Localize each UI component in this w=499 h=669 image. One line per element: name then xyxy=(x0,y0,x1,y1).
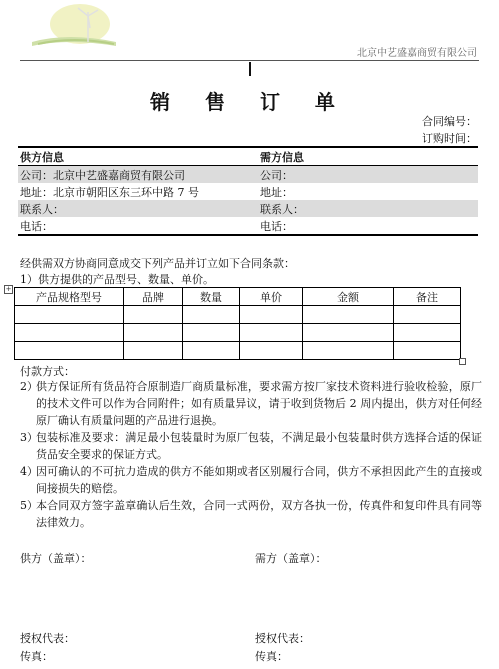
text-cursor xyxy=(249,62,251,76)
table-cell[interactable] xyxy=(303,342,394,360)
table-cell[interactable] xyxy=(240,306,303,324)
supplier-rep-label: 授权代表： xyxy=(20,632,75,645)
clause-number: 2） xyxy=(20,380,38,393)
buyer-fax-label: 传真： xyxy=(255,650,288,663)
supplier-seal-label: 供方（盖章）： xyxy=(20,552,92,565)
payment-method-label: 付款方式： xyxy=(20,365,75,378)
table-cell[interactable] xyxy=(15,306,124,324)
buyer-contact-field[interactable]: 联系人： xyxy=(258,200,478,217)
table-cell[interactable] xyxy=(124,306,183,324)
clause-number: 3） xyxy=(20,431,38,444)
table-cell[interactable] xyxy=(394,324,461,342)
product-table-header: 产品规格型号 xyxy=(15,288,124,306)
product-table-header: 单价 xyxy=(240,288,303,306)
clause-text: 因可确认的不可抗力造成的供方不能如期或者区别履行合同，供方不承担因此产生的直接或间接损失的赔偿。 xyxy=(36,465,482,495)
party-info-table xyxy=(18,146,478,236)
table-cell[interactable] xyxy=(183,342,240,360)
table-move-handle-icon[interactable]: + xyxy=(5,285,12,293)
clause-item xyxy=(20,429,482,463)
header-company-name: 北京中艺盛嘉商贸有限公司 xyxy=(357,48,477,59)
supplier-contact-field[interactable]: 联系人： xyxy=(18,200,258,217)
table-cell[interactable] xyxy=(303,306,394,324)
buyer-info-heading: 需方信息 xyxy=(258,147,478,166)
clause-text: 供方保证所有货品符合原制造厂商质量标准，要求需方按厂家技术资料进行验收检验，原厂的技术文件可以作为合同附件；如有质量异议，请于收到货物后 2 周内提出，供方对任何经原厂确认有质量问题的产品进行退换。 xyxy=(36,380,482,427)
buyer-rep-label: 授权代表： xyxy=(255,632,310,645)
product-table-header: 数量 xyxy=(183,288,240,306)
table-cell[interactable] xyxy=(15,342,124,360)
table-cell[interactable] xyxy=(15,324,124,342)
order-time-label: 订购时间： xyxy=(422,132,477,145)
supplier-company-field[interactable]: 公司：北京中艺盛嘉商贸有限公司 xyxy=(18,166,258,184)
terms-clauses xyxy=(20,378,482,531)
clause-text: 包装标准及要求：满足最小包装量时为原厂包装，不满足最小包装量时供方选择合适的保证货品安全要求的保证方式。 xyxy=(36,431,482,461)
product-table-header: 金额 xyxy=(303,288,394,306)
table-cell[interactable] xyxy=(183,306,240,324)
table-cell[interactable] xyxy=(124,342,183,360)
contract-number-label: 合同编号： xyxy=(422,115,477,128)
clause-item xyxy=(20,378,482,429)
table-row xyxy=(15,342,461,360)
buyer-seal-label: 需方（盖章）： xyxy=(255,552,327,565)
supplier-info-heading: 供方信息 xyxy=(18,147,258,166)
supplier-address-field[interactable]: 地址：北京市朝阳区东三环中路 7 号 xyxy=(20,185,199,199)
table-cell[interactable] xyxy=(394,342,461,360)
table-resize-handle[interactable] xyxy=(459,358,466,365)
table-cell[interactable] xyxy=(394,306,461,324)
buyer-address-field[interactable]: 地址： xyxy=(260,185,293,199)
buyer-phone-field[interactable]: 电话： xyxy=(258,217,478,235)
table-cell[interactable] xyxy=(240,342,303,360)
table-row xyxy=(15,306,461,324)
table-cell[interactable] xyxy=(240,324,303,342)
document-title: 销 售 订 单 xyxy=(150,90,349,114)
table-cell[interactable] xyxy=(303,324,394,342)
intro-text: 经供需双方协商同意成交下列产品并订立如下合同条款： xyxy=(20,257,295,270)
clause-number: 4） xyxy=(20,465,38,478)
clause-number: 5） xyxy=(20,499,38,512)
header-divider xyxy=(20,60,479,61)
supplier-fax-label: 传真： xyxy=(20,650,53,663)
company-logo xyxy=(28,2,118,48)
table-row xyxy=(15,324,461,342)
table-cell[interactable] xyxy=(124,324,183,342)
clause-text: 本合同双方签字盖章确认后生效，合同一式两份，双方各执一份，传真件和复印件具有同等法律效力。 xyxy=(36,499,482,529)
product-table xyxy=(14,287,461,360)
clause-1-text: 1）供方提供的产品型号、数量、单价。 xyxy=(20,273,214,286)
product-table-header: 备注 xyxy=(394,288,461,306)
clause-item xyxy=(20,497,482,531)
buyer-company-field[interactable]: 公司： xyxy=(258,166,478,184)
table-cell[interactable] xyxy=(183,324,240,342)
clause-item xyxy=(20,463,482,497)
supplier-phone-field[interactable]: 电话： xyxy=(18,217,258,235)
product-table-header: 品牌 xyxy=(124,288,183,306)
